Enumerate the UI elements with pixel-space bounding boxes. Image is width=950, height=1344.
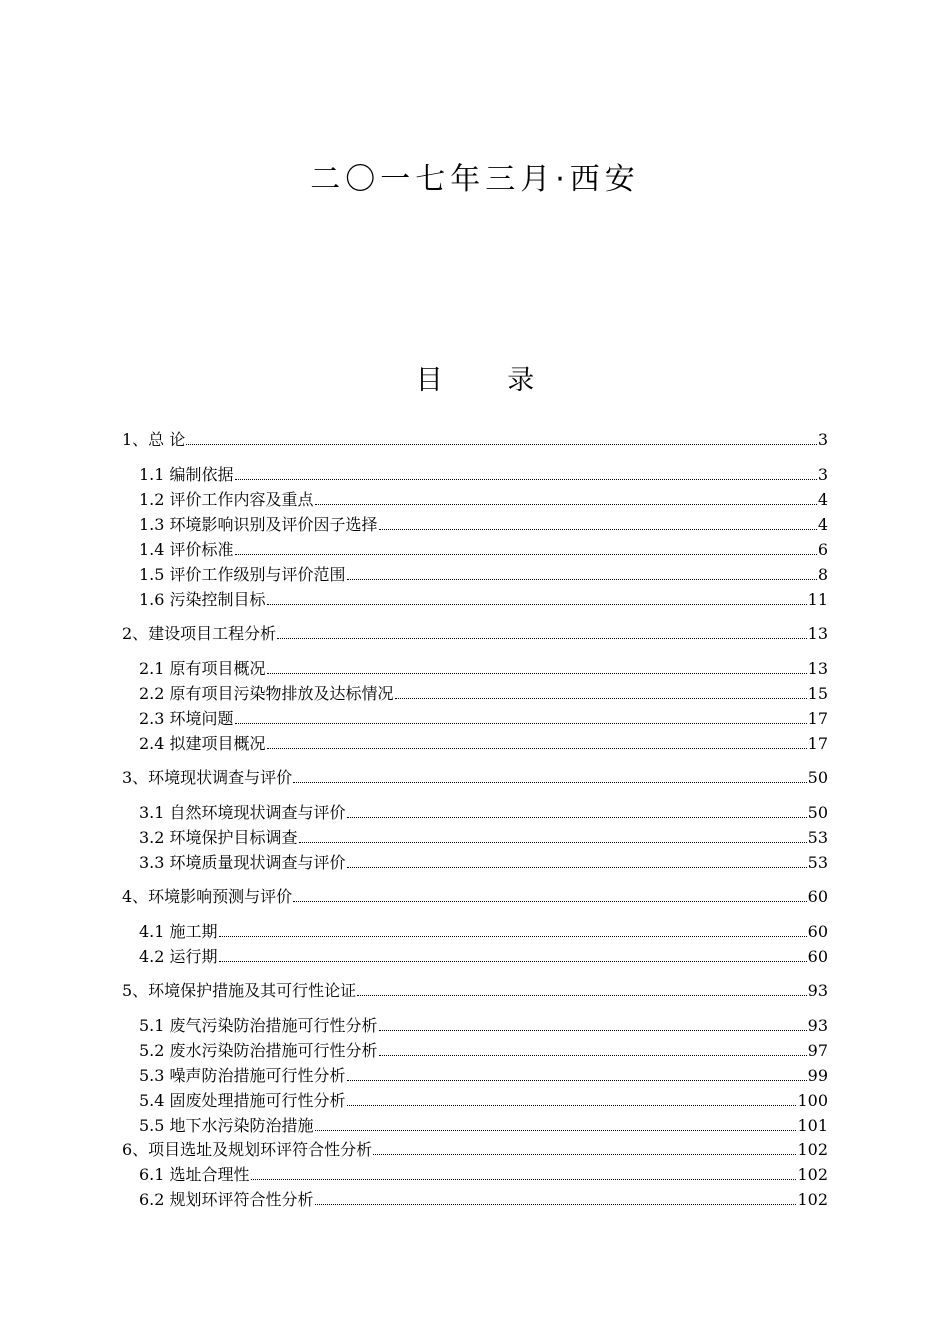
- toc-entry-label: 5.3 噪声防治措施可行性分析: [139, 1066, 346, 1085]
- toc-dot-leader: [235, 553, 817, 555]
- toc-page-number: 4: [817, 490, 828, 509]
- toc-entry-label: 4、环境影响预测与评价: [122, 887, 293, 906]
- toc-section-entry[interactable]: [139, 1013, 828, 1037]
- toc-entry-label: 1.5 评价工作级别与评价范围: [139, 565, 346, 584]
- toc-page-number: 100: [797, 1091, 828, 1110]
- toc-dot-leader: [186, 443, 817, 445]
- toc-entry-label: 5.4 固废处理措施可行性分析: [139, 1091, 346, 1110]
- toc-section-entry[interactable]: [139, 825, 828, 849]
- toc-page-number: 13: [807, 624, 828, 643]
- toc-title: 目 录: [415, 365, 563, 396]
- toc-dot-leader: [315, 1129, 797, 1131]
- toc-page-number: 11: [807, 590, 828, 609]
- toc-dot-leader: [251, 1178, 797, 1180]
- toc-section-entry[interactable]: [139, 731, 828, 755]
- toc-entry-label: 2.1 原有项目概况: [139, 659, 266, 678]
- toc-page-number: 3: [817, 465, 828, 484]
- toc-dot-leader: [299, 841, 807, 843]
- toc-dot-leader: [347, 816, 807, 818]
- toc-chapter-entry[interactable]: [122, 884, 828, 908]
- toc-entry-label: 6.1 选址合理性: [139, 1165, 250, 1184]
- toc-entry-label: 1.4 评价标准: [139, 540, 234, 559]
- toc-chapter-entry[interactable]: [122, 978, 828, 1002]
- toc-chapter-entry[interactable]: [122, 765, 828, 789]
- toc-section-entry[interactable]: [139, 1113, 828, 1137]
- toc-chapter-entry[interactable]: [122, 427, 828, 451]
- toc-entry-label: 6.2 规划环评符合性分析: [139, 1190, 314, 1209]
- toc-section-entry[interactable]: [139, 656, 828, 680]
- toc-entry-label: 4.1 施工期: [139, 922, 218, 941]
- toc-entry-label: 3.1 自然环境现状调查与评价: [139, 803, 346, 822]
- cover-date-place: 二〇一七年三月·西安: [310, 162, 640, 197]
- toc-page-number: 99: [807, 1066, 828, 1085]
- toc-entry-label: 5.2 废水污染防治措施可行性分析: [139, 1041, 378, 1060]
- toc-entry-label: 1、总 论: [122, 430, 186, 449]
- toc-section-entry[interactable]: [139, 706, 828, 730]
- toc-entry-label: 1.2 评价工作内容及重点: [139, 490, 314, 509]
- toc-section-entry[interactable]: [139, 1038, 828, 1062]
- toc-entry-label: 1.6 污染控制目标: [139, 590, 266, 609]
- toc-chapter-entry[interactable]: [122, 621, 828, 645]
- toc-entry-label: 1.1 编制依据: [139, 465, 234, 484]
- toc-section-entry[interactable]: [139, 1063, 828, 1087]
- toc-entry-label: 2.3 环境问题: [139, 709, 234, 728]
- toc-entry-label: 2、建设项目工程分析: [122, 624, 277, 643]
- toc-page-number: 50: [807, 803, 828, 822]
- toc-entry-label: 2.4 拟建项目概况: [139, 734, 266, 753]
- toc-dot-leader: [235, 722, 807, 724]
- toc-section-entry[interactable]: [139, 537, 828, 561]
- toc-section-entry[interactable]: [139, 512, 828, 536]
- toc-page-number: 6: [817, 540, 828, 559]
- toc-page-number: 8: [817, 565, 828, 584]
- toc-dot-leader: [379, 1029, 807, 1031]
- toc-page-number: 4: [817, 515, 828, 534]
- toc-entry-label: 5.5 地下水污染防治措施: [139, 1116, 314, 1135]
- toc-page-number: 93: [807, 981, 828, 1000]
- toc-page-number: 97: [807, 1041, 828, 1060]
- toc-dot-leader: [315, 503, 817, 505]
- toc-section-entry[interactable]: [139, 800, 828, 824]
- toc-dot-leader: [277, 637, 806, 639]
- toc-dot-leader: [315, 1203, 797, 1205]
- toc-page-number: 101: [797, 1116, 828, 1135]
- toc-entry-label: 3、环境现状调查与评价: [122, 768, 293, 787]
- toc-page-number: 102: [797, 1190, 828, 1209]
- toc-section-entry[interactable]: [139, 587, 828, 611]
- toc-dot-leader: [379, 528, 817, 530]
- toc-dot-leader: [347, 1104, 797, 1106]
- toc-section-entry[interactable]: [139, 462, 828, 486]
- toc-dot-leader: [267, 603, 807, 605]
- toc-page-number: 53: [807, 853, 828, 872]
- toc-page-number: 60: [807, 922, 828, 941]
- toc-section-entry[interactable]: [139, 1088, 828, 1112]
- toc-dot-leader: [347, 866, 807, 868]
- toc-section-entry[interactable]: [139, 681, 828, 705]
- toc-section-entry[interactable]: [139, 562, 828, 586]
- toc-dot-leader: [293, 900, 806, 902]
- toc-page-number: 17: [807, 734, 828, 753]
- toc-dot-leader: [235, 478, 817, 480]
- toc-dot-leader: [347, 1079, 807, 1081]
- toc-page-number: 50: [807, 768, 828, 787]
- toc-page-number: 17: [807, 709, 828, 728]
- toc-dot-leader: [357, 994, 806, 996]
- toc-section-entry[interactable]: [139, 1162, 828, 1186]
- toc-entry-label: 6、项目选址及规划环评符合性分析: [122, 1140, 373, 1159]
- toc-entry-label: 4.2 运行期: [139, 947, 218, 966]
- toc-entry-label: 5、环境保护措施及其可行性论证: [122, 981, 357, 1000]
- toc-entry-label: 5.1 废气污染防治措施可行性分析: [139, 1016, 378, 1035]
- toc-page-number: 15: [807, 684, 828, 703]
- toc-page-number: 102: [797, 1165, 828, 1184]
- toc-page-number: 3: [817, 430, 828, 449]
- toc-entry-label: 3.2 环境保护目标调查: [139, 828, 298, 847]
- toc-page-number: 93: [807, 1016, 828, 1035]
- toc-entry-label: 2.2 原有项目污染物排放及达标情况: [139, 684, 394, 703]
- toc-section-entry[interactable]: [139, 487, 828, 511]
- toc-dot-leader: [267, 747, 807, 749]
- toc-dot-leader: [293, 781, 806, 783]
- toc-page-number: 53: [807, 828, 828, 847]
- toc-section-entry[interactable]: [139, 919, 828, 943]
- toc-page-number: 60: [807, 947, 828, 966]
- toc-entry-label: 3.3 环境质量现状调查与评价: [139, 853, 346, 872]
- toc-page-number: 102: [797, 1140, 828, 1159]
- toc-section-entry[interactable]: [139, 850, 828, 874]
- toc-dot-leader: [395, 697, 807, 699]
- toc-dot-leader: [267, 672, 807, 674]
- toc-entry-label: 1.3 环境影响识别及评价因子选择: [139, 515, 378, 534]
- toc-page-number: 13: [807, 659, 828, 678]
- toc-page-number: 60: [807, 887, 828, 906]
- toc-dot-leader: [347, 578, 817, 580]
- toc-section-entry[interactable]: [139, 944, 828, 968]
- toc-dot-leader: [219, 960, 807, 962]
- toc-dot-leader: [373, 1153, 796, 1155]
- toc-dot-leader: [379, 1054, 807, 1056]
- toc-section-entry[interactable]: [139, 1187, 828, 1211]
- toc-dot-leader: [219, 935, 807, 937]
- toc-chapter-entry[interactable]: [122, 1137, 828, 1161]
